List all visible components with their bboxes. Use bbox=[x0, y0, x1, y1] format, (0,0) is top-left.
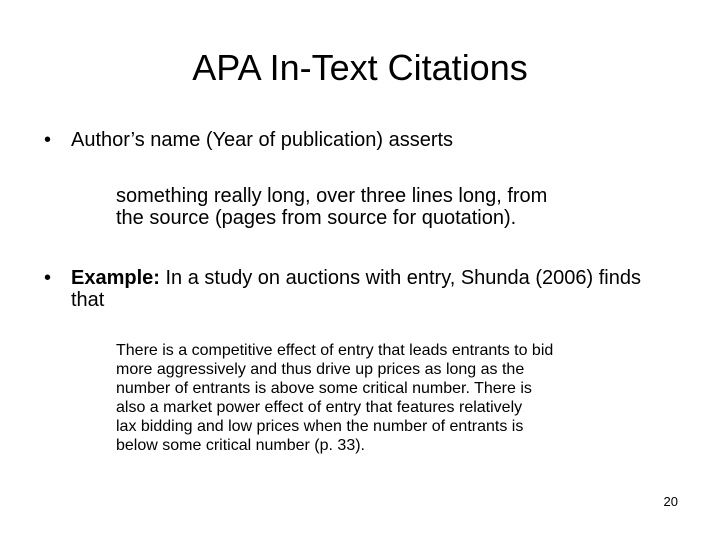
example-label: Example: bbox=[71, 267, 160, 289]
bullet-dot: • bbox=[44, 267, 52, 289]
quote-line: the source (pages from source for quotation). bbox=[116, 207, 517, 229]
slide-title: APA In-Text Citations bbox=[192, 47, 528, 88]
block-quote-placeholder bbox=[116, 185, 676, 229]
bullet-author-asserts bbox=[44, 129, 664, 151]
page-number: 20 bbox=[663, 494, 678, 509]
quote-line: also a market power effect of entry that features relatively bbox=[116, 399, 523, 416]
quote-line: more aggressively and thus drive up prices as long as the bbox=[116, 361, 525, 378]
bullet-dot: • bbox=[44, 129, 52, 151]
bullet-example bbox=[44, 267, 664, 311]
block-quote-example bbox=[116, 341, 676, 455]
example-text: In a study on auctions with entry, Shunda (2006) finds that bbox=[71, 267, 641, 311]
quote-line: something really long, over three lines long, from bbox=[116, 185, 548, 207]
quote-line: below some critical number (p. 33). bbox=[116, 437, 365, 454]
bullet-text bbox=[71, 267, 664, 311]
quote-line: number of entrants is above some critical number. There is bbox=[116, 380, 532, 397]
quote-line: lax bidding and low prices when the number of entrants is bbox=[116, 418, 524, 435]
bullet-text: Author’s name (Year of publication) asserts bbox=[71, 129, 454, 151]
quote-line: There is a competitive effect of entry that leads entrants to bid bbox=[116, 342, 554, 359]
